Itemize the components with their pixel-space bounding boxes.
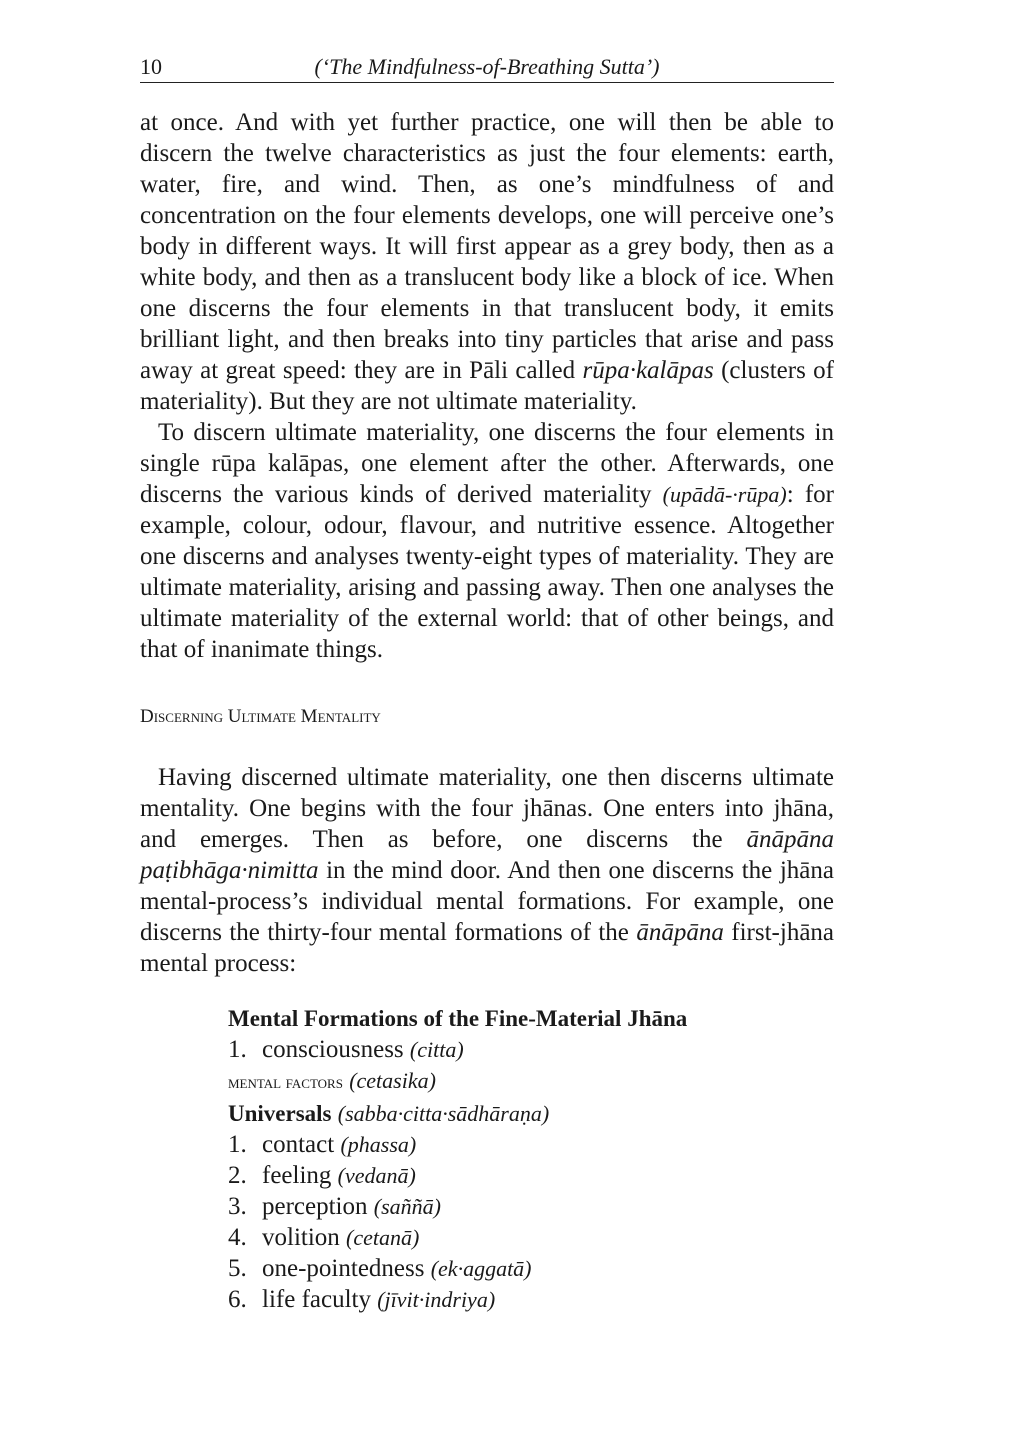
item-term: perception: [262, 1193, 368, 1220]
list-title: Mental Formations of the Fine-Material Jhāna: [228, 1006, 688, 1031]
list-subheading-universals: [228, 1098, 834, 1129]
list-item-consciousness: [228, 1034, 834, 1065]
list-item: [228, 1253, 834, 1284]
mental-formations-list: [228, 1003, 834, 1315]
item-number: 6.: [228, 1286, 247, 1313]
subheading-label: Universals: [228, 1101, 332, 1126]
book-page: [140, 50, 834, 1315]
item-pali: (ek·aggatā): [430, 1256, 532, 1281]
list-item: [228, 1284, 834, 1315]
paragraph-1: at once. And with yet further practice, one will then be able to discern the twelve characteristics as just the four elements: earth, water, fire, and wind. Then, as one’s mindfulness of and concentration on the four elements develops, one will perceive one’s body in different ways. It will first appear as a grey body, then as a white body, and then as a translucent body like a block of ice. When one discerns the four elements in that translucent body, it emits brilliant light, and then breaks into tiny particles that arise and pass away at great speed: they are in Pāli called rūpa·kalāpas (clusters of materiality). But they are not ultimate materiality.: [140, 109, 834, 415]
item-term: life faculty: [262, 1286, 371, 1313]
body-text: [140, 107, 834, 979]
paragraph-3: Having discerned ultimate materiality, one then discerns ultimate mentality. One begins with the four jhānas. One enters into jhāna, and emerges. Then as before, one discerns the ānāpāna paṭibhāga·nimitta in the mind door. And then one discerns the jhāna mental-process’s individual mental formations. For example, one discerns the thirty-four mental formations of the ānāpāna first-jhāna mental process:: [140, 764, 835, 977]
item-pali: (jīvit·indriya): [377, 1287, 496, 1312]
item-number: 1.: [228, 1036, 247, 1063]
item-term: contact: [262, 1131, 335, 1158]
subheading-pali: (cetasika): [349, 1068, 436, 1093]
pali-term: ānāpāna: [636, 919, 724, 946]
pali-term: rūpa·kalāpas: [582, 357, 714, 384]
list-item: [228, 1222, 834, 1253]
item-term: volition: [262, 1224, 340, 1251]
list-item: [228, 1191, 834, 1222]
item-pali: (vedanā): [337, 1163, 416, 1188]
item-term: one-pointedness: [262, 1255, 425, 1282]
page-number: 10: [140, 54, 162, 79]
running-title: (‘The Mindfulness-of-Breathing Sutta’): [314, 54, 660, 79]
item-pali: (citta): [409, 1037, 464, 1062]
list-item: [228, 1160, 834, 1191]
item-number: 4.: [228, 1224, 247, 1251]
item-term: consciousness: [262, 1036, 404, 1063]
pali-term: (upādā-·rūpa): [662, 482, 787, 507]
item-number: 1.: [228, 1131, 247, 1158]
item-term: feeling: [262, 1162, 332, 1189]
page-header: [140, 50, 834, 83]
item-number: 5.: [228, 1255, 247, 1282]
list-item: [228, 1129, 834, 1160]
item-number: 2.: [228, 1162, 247, 1189]
paragraph-2: To discern ultimate materiality, one discerns the four elements in single rūpa kalāpas, one element after the other. Afterwards, one discerns the various kinds of derived materiality (upādā-·rūpa): for example, colour, odour, flavour, and nutritive essence. Altogether one discerns and analyses twenty-eight types of materiality. They are ultimate materiality, arising and passing away. Then one analyses the ultimate materiality of the external world: that of other beings, and that of inanimate things.: [140, 419, 834, 663]
pali-term: ānāpāna paṭibhāga·nimitta: [140, 826, 834, 884]
subheading-label: mental factors: [228, 1072, 343, 1092]
item-pali: (phassa): [340, 1132, 417, 1157]
item-pali: (saññā): [373, 1194, 441, 1219]
list-subheading-mental-factors: [228, 1065, 834, 1098]
section-heading: Discerning Ultimate Mentality: [140, 706, 381, 727]
item-number: 3.: [228, 1193, 247, 1220]
subheading-pali: (sabba·citta·sādhāraṇa): [337, 1101, 550, 1126]
item-pali: (cetanā): [346, 1225, 420, 1250]
